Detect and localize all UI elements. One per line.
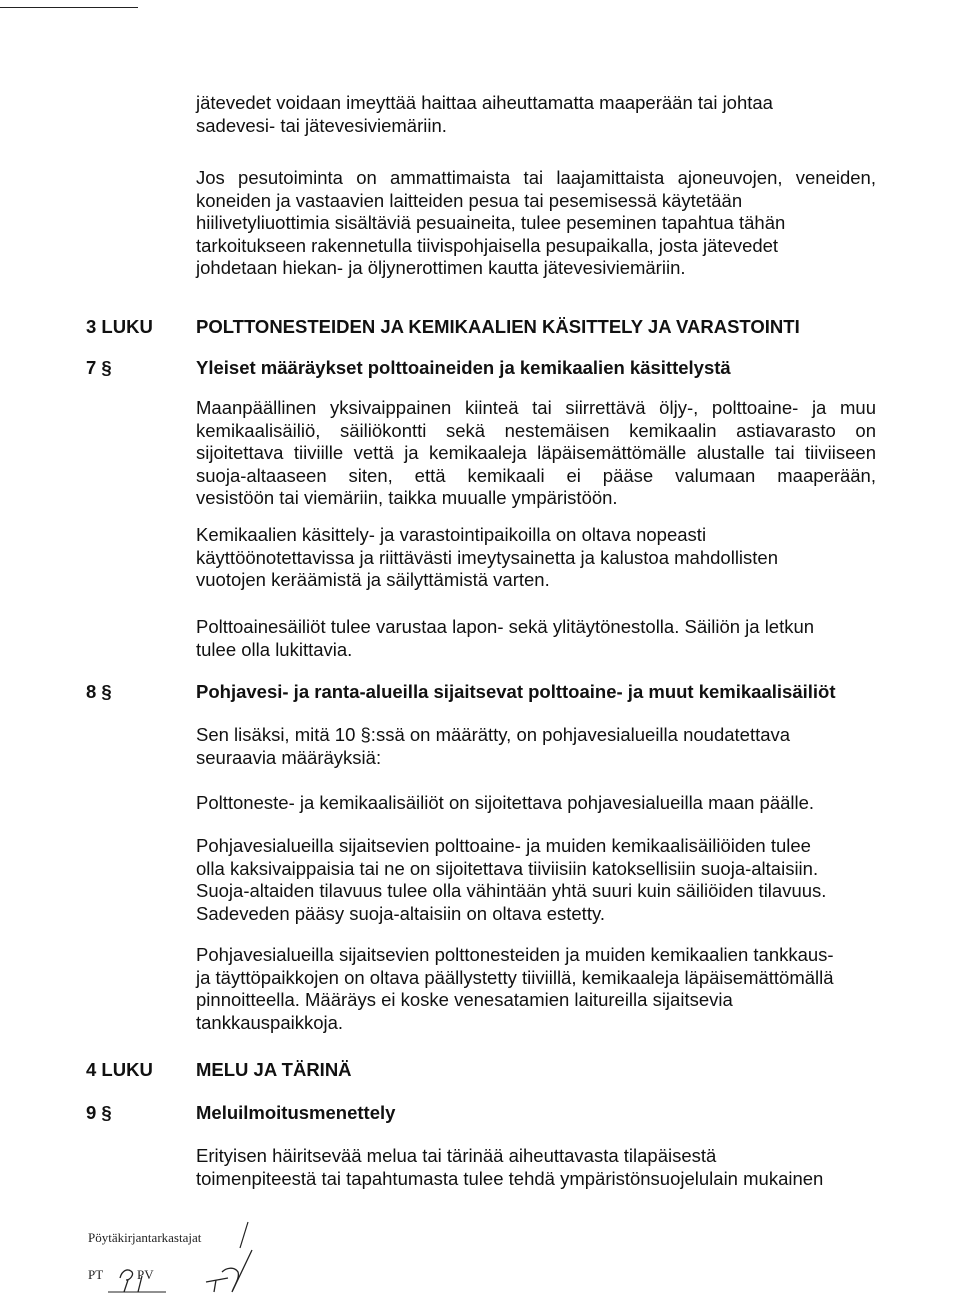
section-8-label: 8 § <box>86 681 112 702</box>
section-8-paragraph-4: Pohjavesialueilla sijaitsevien polttonesteiden ja muiden kemikaalien tankkaus- ja täyttöpaikkojen on oltava päällystetty tiiviillä, kemikaaleja läpäisemättömällä pinnoitteella. Määräys ei koske venesatamien laitureilla sijaitsevia tankkauspaikkoja. <box>196 944 834 1033</box>
section-7-paragraph-2: Kemikaalien käsittely- ja varastointipaikoilla on oltava nopeasti käyttöönotettavissa ja riittävästi imeytysainetta ja kalustoa mahdollisten vuotojen keräämistä ja säilyttämistä varten. <box>196 524 779 590</box>
section-9-label: 9 § <box>86 1102 112 1123</box>
handwritten-initials-signature <box>88 1220 288 1295</box>
chapter-3-title: POLTTONESTEIDEN JA KEMIKAALIEN KÄSITTELY JA VARASTOINTI <box>196 316 800 337</box>
section-8-paragraph-2: Polttoneste- ja kemikaalisäiliöt on sijoitettava pohjavesialueilla maan päälle. <box>196 792 815 813</box>
intro-paragraph-1: jätevedet voidaan imeyttää haittaa aiheuttamatta maaperään tai johtaa sadevesi- tai jätevesiviemäriin. <box>196 92 773 136</box>
chapter-3-label: 3 LUKU <box>86 316 153 337</box>
top-rule <box>0 7 138 8</box>
section-9-paragraph-1: Erityisen häiritsevää melua tai tärinää aiheuttavasta tilapäisestä toimenpiteestä tai tapahtumasta tulee tehdä ympäristönsuojelulain mukainen <box>196 1145 824 1189</box>
chapter-4-label: 4 LUKU <box>86 1059 153 1080</box>
pt-label: PT <box>88 1267 104 1282</box>
chapter-4-title: MELU JA TÄRINÄ <box>196 1059 352 1080</box>
section-7-title: Yleiset määräykset polttoaineiden ja kemikaalien käsittelystä <box>196 357 731 378</box>
section-9-title: Meluilmoitusmenettely <box>196 1102 396 1123</box>
section-8-title: Pohjavesi- ja ranta-alueilla sijaitsevat polttoaine- ja muut kemikaalisäiliöt <box>196 681 836 702</box>
section-7-paragraph-1: Maanpäällinen yksivaippainen kiinteä tai siirrettävä öljy-, polttoaine- ja muu kemikaalisäiliö, säiliökontti sekä nestemäisen kemikaalin astiavarasto on sijoitettava tiiviille vettä ja kemikaaleja läpäisemättömälle alustalle tai tiiviiseen suoja-altaaseen siten, että kemikaali ei pääse valumaan maaperään, vesistöön tai viemäriin, taikka muualle ympäristöön. <box>196 397 876 508</box>
section-8-paragraph-3: Pohjavesialueilla sijaitsevien polttoaine- ja muiden kemikaalisäiliöiden tulee olla kaksivaippaisia tai ne on sijoitettava tiiviisiin katoksellisiin suoja-altaisiin. Suoja-altaiden tilavuus tulee olla vähintään yhtä suuri kuin säiliöiden tilavuus. Sadeveden pääsy suoja-altaisiin on oltava estetty. <box>196 835 827 924</box>
section-7-label: 7 § <box>86 357 112 378</box>
intro-paragraph-2: Jos pesutoiminta on ammattimaista tai laajamittaista ajoneuvojen, veneiden, koneiden ja vastaavien laitteiden pesua tai pesemisessä käytetään hiilivetyliuottimia sisältäviä pesuaineita, tulee peseminen tapahtua tähän tarkoitukseen rakennetulla tiivispohjaisella pesupaikalla, josta jätevedet johdetaan hiekan- ja öljynerottimen kautta jätevesiviemäriin. <box>196 167 876 278</box>
pv-label: PV <box>137 1267 154 1282</box>
section-7-paragraph-3: Polttoainesäiliöt tulee varustaa lapon- sekä ylitäytönestolla. Säiliön ja letkun tulee olla lukittavia. <box>196 616 815 660</box>
minutes-checkers-label: Pöytäkirjantarkastajat <box>88 1230 202 1245</box>
section-8-paragraph-1: Sen lisäksi, mitä 10 §:ssä on määrätty, on pohjavesialueilla noudatettava seuraavia määräyksiä: <box>196 724 791 768</box>
